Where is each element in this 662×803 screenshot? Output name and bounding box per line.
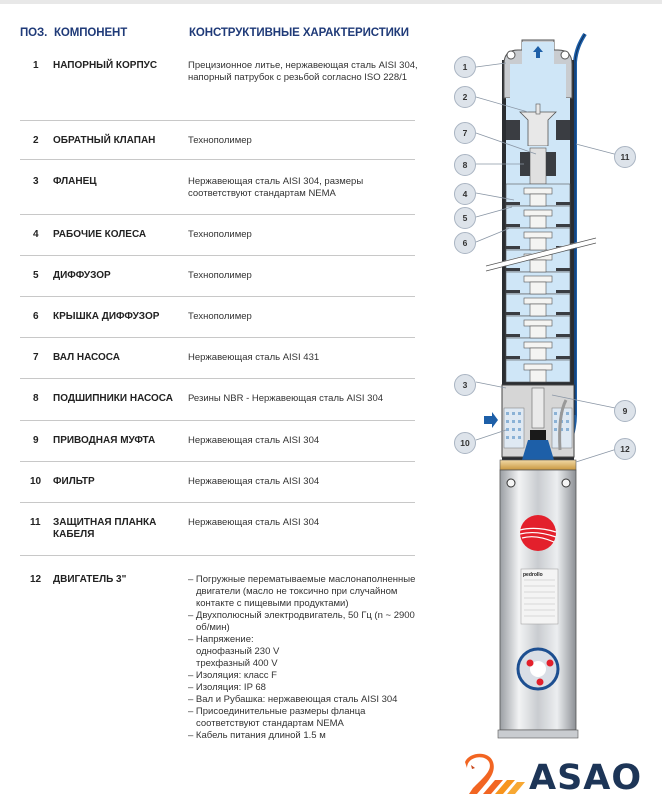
row-spec: Нержавеющая сталь AISI 304, размеры соответствуют стандартам NEMA xyxy=(188,176,364,199)
row-name: ЗАЩИТНАЯ ПЛАНКА КАБЕЛЯ xyxy=(53,517,157,540)
row-name: КРЫШКА ДИФФУЗОР xyxy=(53,311,160,322)
callout-9: 9 xyxy=(614,400,636,422)
row-spec: Резины NBR - Нержавеющая сталь AISI 304 xyxy=(188,393,384,404)
row-name: ДВИГАТЕЛЬ 3" xyxy=(53,574,127,585)
spec-item: однофазный 230 V xyxy=(196,646,280,657)
header-pos: ПОЗ. xyxy=(20,27,48,39)
row-spec: Нержавеющая сталь AISI 431 xyxy=(188,352,320,363)
row-name: ФЛАНЕЦ xyxy=(53,176,97,187)
table-row xyxy=(20,338,415,379)
motor-spec-list xyxy=(188,574,418,742)
row-num: 3 xyxy=(33,176,39,187)
row-num: 11 xyxy=(30,517,41,528)
row-spec: Технополимер xyxy=(188,270,252,281)
callout-7: 7 xyxy=(454,122,476,144)
header-characteristics: КОНСТРУКТИВНЫЕ ХАРАКТЕРИСТИКИ xyxy=(189,27,409,39)
callout-4: 4 xyxy=(454,183,476,205)
spec-item: – Изоляция: класс F xyxy=(188,670,277,681)
asao-logo xyxy=(463,752,662,798)
callout-2: 2 xyxy=(454,86,476,108)
table-row xyxy=(20,58,418,121)
spec-item: – Погружные перематываемые маслонаполненные двигатели (масло не токсично при случайном контакте с пищевыми продуктами) xyxy=(188,574,416,609)
row-num: 10 xyxy=(30,476,42,487)
row-name: ДИФФУЗОР xyxy=(53,270,111,281)
row-num: 4 xyxy=(33,229,39,240)
spec-item: – Кабель питания длиной 1.5 м xyxy=(188,730,326,741)
row-name: ОБРАТНЫЙ КЛАПАН xyxy=(53,135,156,146)
row-name: ПОДШИПНИКИ НАСОСА xyxy=(53,393,173,404)
row-name: ФИЛЬТР xyxy=(53,476,95,487)
table-row xyxy=(20,160,415,215)
row-name: ПРИВОДНАЯ МУФТА xyxy=(53,435,156,446)
row-num: 7 xyxy=(33,352,39,363)
spec-item: – Двухполюсный электродвигатель, 50 Гц (n ~ 2900 об/мин) xyxy=(188,610,415,633)
spec-item: – Вал и Рубашка: нержавеющая сталь AISI 304 xyxy=(188,694,398,705)
row-num: 5 xyxy=(33,270,39,281)
row-num: 12 xyxy=(30,574,42,585)
row-num: 9 xyxy=(33,435,39,446)
row-spec: Нержавеющая сталь AISI 304 xyxy=(188,476,320,487)
table-row xyxy=(20,215,415,256)
row-num: 2 xyxy=(33,135,39,146)
callout-10: 10 xyxy=(454,432,476,454)
table-row xyxy=(20,256,415,297)
table-row xyxy=(20,121,415,160)
callout-12: 12 xyxy=(614,438,636,460)
row-spec: Нержавеющая сталь AISI 304 xyxy=(188,517,320,528)
table-row xyxy=(20,297,415,338)
row-spec: Прецизионное литье, нержавеющая сталь AISI 304, напорный патрубок с резьбой согласно ISO 228/1 xyxy=(188,60,418,83)
table-row xyxy=(20,421,415,462)
svg-text:pedrollo: pedrollo xyxy=(523,572,543,578)
callout-8: 8 xyxy=(454,154,476,176)
header-component: КОМПОНЕНТ xyxy=(54,27,128,39)
pump-cutaway-diagram xyxy=(440,20,662,760)
row-spec: Технополимер xyxy=(188,229,252,240)
asao-logo-mark-icon xyxy=(463,752,533,798)
callout-5: 5 xyxy=(454,207,476,229)
spec-item: – Присоединительные размеры фланца соответствуют стандартам NEMA xyxy=(188,706,366,729)
row-spec: Технополимер xyxy=(188,311,252,322)
table-row xyxy=(20,462,415,503)
row-name: РАБОЧИЕ КОЛЕСА xyxy=(53,229,147,240)
spec-item: – Напряжение: xyxy=(188,634,254,645)
row-name: ВАЛ НАСОСА xyxy=(53,352,121,363)
table-row xyxy=(20,379,415,421)
components-table xyxy=(20,58,418,766)
callout-3: 3 xyxy=(454,374,476,396)
row-spec: Технополимер xyxy=(188,135,252,146)
row-num: 8 xyxy=(33,393,39,404)
spec-item: – Изоляция: IP 68 xyxy=(188,682,266,693)
callout-11: 11 xyxy=(614,146,636,168)
row-num: 6 xyxy=(33,311,39,322)
row-spec: Нержавеющая сталь AISI 304 xyxy=(188,435,320,446)
row-num: 1 xyxy=(33,60,39,71)
spec-item: трехфазный 400 V xyxy=(196,658,278,669)
table-row xyxy=(20,556,415,766)
top-divider xyxy=(0,0,662,4)
asao-logo-text: ASAO xyxy=(529,758,643,798)
callout-1: 1 xyxy=(454,56,476,78)
row-name: НАПОРНЫЙ КОРПУС xyxy=(53,60,158,71)
callout-6: 6 xyxy=(454,232,476,254)
table-row xyxy=(20,503,415,556)
